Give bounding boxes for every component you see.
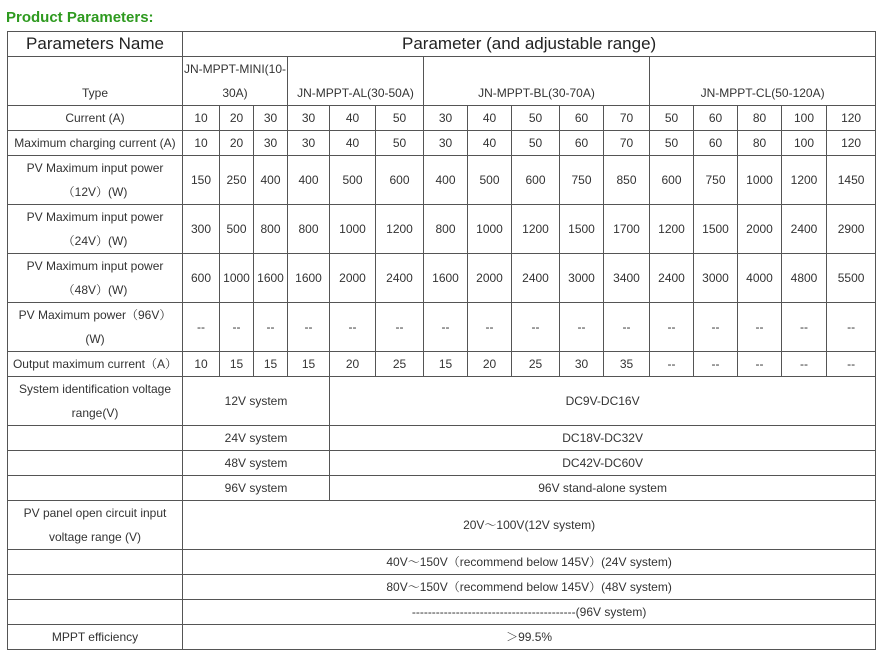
table-cell: 1600 — [254, 254, 288, 303]
header-parameters-name: Parameters Name — [8, 32, 183, 57]
table-cell: -- — [738, 303, 782, 352]
row-label: PV Maximum input power（48V）(W) — [8, 254, 183, 303]
table-cell: 2000 — [738, 205, 782, 254]
table-cell: 1000 — [330, 205, 376, 254]
table-cell: -- — [827, 352, 876, 377]
table-cell: 40 — [330, 131, 376, 156]
table-cell: 60 — [560, 106, 604, 131]
system-name: 96V system — [183, 476, 330, 501]
table-cell: 20 — [220, 106, 254, 131]
table-cell: 500 — [330, 156, 376, 205]
table-cell: 60 — [694, 131, 738, 156]
system-range: DC42V-DC60V — [330, 451, 876, 476]
table-cell: 20 — [220, 131, 254, 156]
table-cell: -- — [254, 303, 288, 352]
table-cell: 500 — [468, 156, 512, 205]
table-cell: 40 — [468, 131, 512, 156]
table-cell: 50 — [376, 131, 424, 156]
pv-open-circuit-row — [8, 575, 876, 600]
table-cell: 2000 — [468, 254, 512, 303]
row-label: MPPT efficiency — [8, 625, 183, 650]
table-cell: 30 — [254, 131, 288, 156]
pv-open-circuit-value: 20V～100V(12V system) — [183, 501, 876, 550]
table-cell: 60 — [560, 131, 604, 156]
empty-label — [8, 451, 183, 476]
system-range: DC18V-DC32V — [330, 426, 876, 451]
table-cell: -- — [650, 303, 694, 352]
table-cell: 1000 — [738, 156, 782, 205]
system-voltage-row — [8, 377, 876, 426]
table-cell: 150 — [183, 156, 220, 205]
table-cell: 15 — [288, 352, 330, 377]
table-cell: 25 — [376, 352, 424, 377]
table-cell: 500 — [220, 205, 254, 254]
empty-label — [8, 426, 183, 451]
empty-label — [8, 550, 183, 575]
table-cell: 800 — [424, 205, 468, 254]
empty-label — [8, 575, 183, 600]
row-label: PV panel open circuit input voltage range (V) — [8, 501, 183, 550]
table-cell: -- — [604, 303, 650, 352]
table-cell: 1200 — [782, 156, 827, 205]
table-cell: 15 — [220, 352, 254, 377]
table-row — [8, 303, 876, 352]
table-cell: 400 — [254, 156, 288, 205]
table-cell: 3000 — [694, 254, 738, 303]
table-cell: 50 — [376, 106, 424, 131]
table-cell: 850 — [604, 156, 650, 205]
table-cell: 60 — [694, 106, 738, 131]
row-label: System identification voltage range(V) — [8, 377, 183, 426]
table-cell: 1450 — [827, 156, 876, 205]
system-name: 48V system — [183, 451, 330, 476]
table-cell: 750 — [694, 156, 738, 205]
table-cell: 1600 — [424, 254, 468, 303]
table-cell: -- — [694, 352, 738, 377]
table-header-row — [8, 32, 876, 57]
pv-open-circuit-value: 40V～150V（recommend below 145V）(24V system) — [183, 550, 876, 575]
table-cell: 1200 — [650, 205, 694, 254]
table-cell: 300 — [183, 205, 220, 254]
system-voltage-row — [8, 476, 876, 501]
table-row — [8, 131, 876, 156]
table-row — [8, 156, 876, 205]
table-cell: 800 — [288, 205, 330, 254]
table-cell: -- — [468, 303, 512, 352]
table-cell: 4000 — [738, 254, 782, 303]
table-cell: 80 — [738, 106, 782, 131]
table-cell: 25 — [512, 352, 560, 377]
table-cell: 2000 — [330, 254, 376, 303]
system-name: 12V system — [183, 377, 330, 426]
table-cell: -- — [288, 303, 330, 352]
pv-open-circuit-value: -----------------------------------------(96V system) — [183, 600, 876, 625]
table-cell: 100 — [782, 131, 827, 156]
table-cell: 1500 — [694, 205, 738, 254]
table-cell: -- — [782, 352, 827, 377]
system-voltage-row — [8, 451, 876, 476]
table-cell: 70 — [604, 131, 650, 156]
table-cell: 800 — [254, 205, 288, 254]
table-cell: 80 — [738, 131, 782, 156]
table-cell: 2400 — [512, 254, 560, 303]
table-cell: -- — [650, 352, 694, 377]
row-label: Maximum charging current (A) — [8, 131, 183, 156]
row-label: Current (A) — [8, 106, 183, 131]
table-row — [8, 352, 876, 377]
table-row — [8, 106, 876, 131]
table-cell: 30 — [560, 352, 604, 377]
table-cell: 30 — [288, 131, 330, 156]
table-cell: 30 — [424, 131, 468, 156]
table-cell: 3400 — [604, 254, 650, 303]
empty-label — [8, 600, 183, 625]
row-label: Output maximum current（A） — [8, 352, 183, 377]
table-cell: 100 — [782, 106, 827, 131]
table-cell: 600 — [512, 156, 560, 205]
pv-open-circuit-value: 80V～150V（recommend below 145V）(48V system) — [183, 575, 876, 600]
table-cell: -- — [376, 303, 424, 352]
pv-open-circuit-row — [8, 550, 876, 575]
mppt-efficiency-value: ＞99.5% — [183, 625, 876, 650]
table-cell: -- — [424, 303, 468, 352]
table-cell: 400 — [288, 156, 330, 205]
table-cell: 50 — [512, 131, 560, 156]
table-cell: -- — [827, 303, 876, 352]
table-cell: 5500 — [827, 254, 876, 303]
table-cell: 1700 — [604, 205, 650, 254]
table-cell: 750 — [560, 156, 604, 205]
table-cell: 250 — [220, 156, 254, 205]
table-cell: 10 — [183, 106, 220, 131]
table-cell: 3000 — [560, 254, 604, 303]
table-cell: 40 — [468, 106, 512, 131]
table-row — [8, 254, 876, 303]
system-name: 24V system — [183, 426, 330, 451]
table-row — [8, 205, 876, 254]
row-label: PV Maximum input power（12V）(W) — [8, 156, 183, 205]
system-range: DC9V-DC16V — [330, 377, 876, 426]
table-cell: 4800 — [782, 254, 827, 303]
table-cell: 1000 — [468, 205, 512, 254]
table-cell: 50 — [512, 106, 560, 131]
model-al: JN-MPPT-AL(30-50A) — [288, 57, 424, 106]
table-cell: 30 — [254, 106, 288, 131]
row-label: Type — [8, 57, 183, 106]
table-cell: 2400 — [376, 254, 424, 303]
pv-open-circuit-row — [8, 501, 876, 550]
table-cell: 15 — [254, 352, 288, 377]
model-mini: JN-MPPT-MINI(10-30A) — [183, 57, 288, 106]
page-title: Product Parameters: — [6, 9, 154, 26]
table-cell: 1000 — [220, 254, 254, 303]
header-parameter-range: Parameter (and adjustable range) — [183, 32, 876, 57]
table-cell: 2400 — [782, 205, 827, 254]
system-range: 96V stand-alone system — [330, 476, 876, 501]
table-cell: -- — [512, 303, 560, 352]
table-cell: 120 — [827, 106, 876, 131]
table-cell: -- — [738, 352, 782, 377]
table-cell: 1500 — [560, 205, 604, 254]
table-cell: 30 — [424, 106, 468, 131]
model-bl: JN-MPPT-BL(30-70A) — [424, 57, 650, 106]
mppt-efficiency-row — [8, 625, 876, 650]
table-cell: 1600 — [288, 254, 330, 303]
table-cell: 120 — [827, 131, 876, 156]
table-cell: 600 — [183, 254, 220, 303]
table-cell: 50 — [650, 106, 694, 131]
table-cell: 600 — [376, 156, 424, 205]
table-cell: -- — [694, 303, 738, 352]
table-cell: 600 — [650, 156, 694, 205]
table-cell: 2900 — [827, 205, 876, 254]
product-parameters-table — [7, 31, 876, 650]
table-cell: -- — [183, 303, 220, 352]
table-cell: 15 — [424, 352, 468, 377]
table-cell: 400 — [424, 156, 468, 205]
table-cell: 1200 — [376, 205, 424, 254]
table-cell: -- — [220, 303, 254, 352]
row-label: PV Maximum input power（24V）(W) — [8, 205, 183, 254]
table-cell: -- — [330, 303, 376, 352]
table-cell: -- — [782, 303, 827, 352]
model-cl: JN-MPPT-CL(50-120A) — [650, 57, 876, 106]
table-cell: 50 — [650, 131, 694, 156]
table-cell: 40 — [330, 106, 376, 131]
system-voltage-row — [8, 426, 876, 451]
table-cell: 10 — [183, 131, 220, 156]
table-cell: 1200 — [512, 205, 560, 254]
table-cell: 2400 — [650, 254, 694, 303]
empty-label — [8, 476, 183, 501]
table-cell: 20 — [330, 352, 376, 377]
table-cell: 70 — [604, 106, 650, 131]
type-row — [8, 57, 876, 106]
table-cell: 30 — [288, 106, 330, 131]
table-cell: 35 — [604, 352, 650, 377]
pv-open-circuit-row — [8, 600, 876, 625]
table-cell: -- — [560, 303, 604, 352]
row-label: PV Maximum power（96V）(W) — [8, 303, 183, 352]
table-cell: 10 — [183, 352, 220, 377]
table-cell: 20 — [468, 352, 512, 377]
